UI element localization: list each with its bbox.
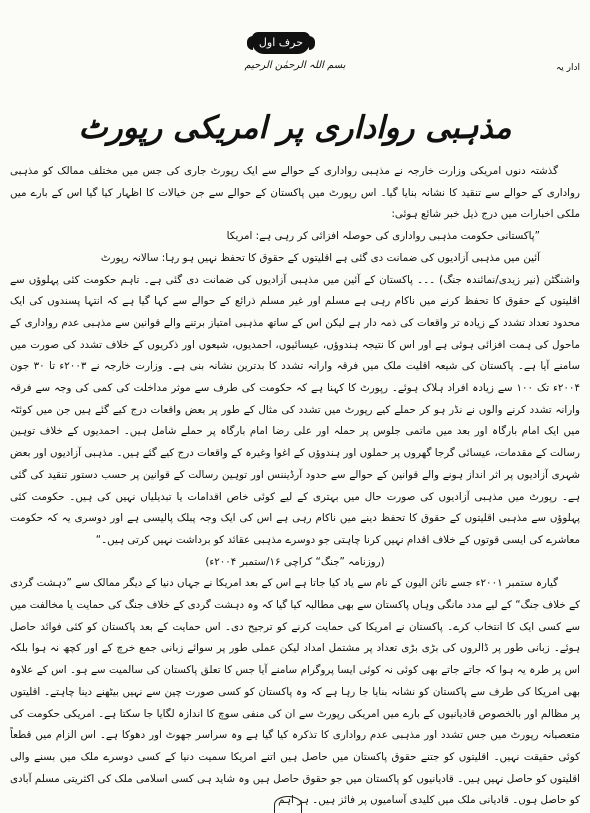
news-subheadline: آئین میں مذہبی آزادیوں کی ضمانت دی گئی ہے اقلیتوں کے حقوق کا تحفظ نہیں ہو رہا: سالانہ رپورٹ xyxy=(100,251,540,264)
bismillah-line: بسم اللہ الرحمٰن الرحیم xyxy=(244,60,346,71)
news-report-paragraph: واشنگٹن (نیر زیدی/نمائندہ جنگ) ۔۔۔ پاکستان کے آئین میں مذہبی آزادیوں کی ضمانت دی گئی ہے۔ تاہم حکومت کئی پہلوؤں سے اقلیتوں کے حقوق کا تحفظ کرنے میں ناکام رہی ہے مسلم اور غیر مسلم ذرائع کے حوالے سے کہا گیا ہے کہ انتہا پسندوں کی ایک محدود تعداد تشدد کے زیادہ تر واقعات کی ذمہ دار ہے لیکن اس کے ساتھ مذہبی امتیاز برتنے والے قوانین سے مذہبی عدم رواداری کے ماحول کی ہمت افزائی ہوئی ہے اور اس کا نتیجہ ہندوؤں، عیسائیوں، احمدیوں، شیعوں اور ذکریوں کے خلاف تشدد کی صورت میں سامنے آیا ہے۔ پاکستان کی شیعہ اقلیت ملک میں فرقہ وارانہ تشدد کا بدترین نشانہ بنی ہے۔ وزارت خارجہ نے ۲۰۰۳ء تا ۳۰ جون ۲۰۰۴ء تک ۱۰۰ سے زیادہ افراد ہلاک ہوئے۔ رپورٹ کا کہنا ہے کہ حکومت کی طرف سے موثر مداخلت کی کمی کی وجہ سے فرقہ وارانہ تشدد کرنے والوں نے نڈر ہو کر حملے کیے رپورٹ میں تشدد کی مثال کے طور پر بعض واقعات درج کیے گئے ہیں جن میں کوئٹہ میں ایک امام بارگاہ اور بعد میں ماتمی جلوس پر حملہ اور علی رضا امام بارگاہ پر حملے شامل ہیں۔ احمدیوں کے خلاف توہین رسالت کے مقدمات، عیسائی گرجا گھروں پر حملوں اور ہندوؤں کے اغوا وغیرہ کے واقعات درج کیے گئے ہیں۔ مذہبی آزادیوں اور بعض شہری آزادیوں پر اثر انداز ہونے والے قوانین کے حوالے سے حدود آرڈیننس اور توہین رسالت کے قوانین پر حسب دستور تنقید کی گئی ہے۔ رپورٹ میں مذہبی آزادیوں کی صورت حال میں بہتری کے لیے کوئی خاص اقدامات یا تبدیلیاں نہیں کی ہیں۔ حکومت کئی پہلوؤں سے مذہبی اقلیتوں کے حقوق کا تحفظ دینے میں ناکام رہی ہے اس کی ایک وجہ پبلک پالیسی ہے اور دوسری یہ کہ حکومت معاشرے کی ایسی قوتوں کے خلاف اقدام نہیں کرنا چاہتی جو دوسرے مذہبی عقائد کو برداشت نہیں کرتی ہیں۔“ xyxy=(10,273,580,546)
section-label: ادار یہ xyxy=(556,63,580,73)
intro-paragraph: گذشتہ دنوں امریکی وزارت خارجہ نے مذہبی رواداری کے حوالے سے ایک رپورٹ جاری کی جس میں مختلف ممالک کو مذہبی رواداری کے حوالے سے تنقید کا نشانہ بنایا گیا۔ اس رپورٹ میں پاکستان کے حوالے سے جن خیالات کا اظہار کیا گیا اس کے بارے میں ملکی اخبارات میں درج ذیل خبر شائع ہوئی: xyxy=(10,165,580,221)
editorial-badge: حرف اول xyxy=(252,32,310,54)
editorial-paragraph: گیارہ ستمبر ۲۰۰۱ء جسے نائن الیون کے نام سے یاد کیا جاتا ہے اس کے بعد امریکا نے جہاں دنیا کے دیگر ممالک سے ”دہشت گردی کے خلاف جنگ“ کے لیے مدد مانگی وہاں پاکستان سے بھی مطالبہ کیا گیا کہ وہ دہشت گردی کے خلاف جنگ کی حمایت یا مخالفت میں سے کسی ایک کا انتخاب کرے۔ پاکستان نے امریکا کی حمایت کرنے کو ترجیح دی۔ اس حمایت کے بعد پاکستان کو کئی فوائد حاصل ہوئے۔ زبانی طور پر ڈالروں کی بڑی بڑی تعداد پر مشتمل امداد لیکن عملی طور پر سوائے زبانی جمع خرچ کے اور کچھ نہ ہوا بلکہ اس پر طرہ یہ ہوا کہ جاتے جاتے بھی کوئی نہ کوئی ایسا پروگرام سامنے آیا جس کا تعلق پاکستان کی سالمیت سے ہو۔ اس کے علاوہ بھی امریکا کی طرف سے پاکستان کو نشانہ بنایا جا رہا ہے کہ وہ پاکستان کو کسی صورت چین سے نہیں بیٹھنے دینا چاہتے۔ اقلیتوں پر مظالم اور بالخصوص قادیانیوں کے بارے میں امریکی رپورٹ سے ان کی منفی سوچ کا اندازہ لگایا جا سکتا ہے۔ امریکی حکومت کی متعصبانہ رپورٹ میں جس تشدد اور مذہبی عدم رواداری کا تذکرہ کیا گیا ہے وہ سراسر جھوٹ اور دھوکا ہے۔ اس الزام میں قطعاً کوئی حقیقت نہیں۔ اقلیتوں کو جتنے حقوق پاکستان میں حاصل ہیں اتنے امریکا سمیت دنیا کے کسی دوسرے ملک میں بسنے والی اقلیتوں کو حاصل نہیں ہیں۔ قادیانیوں کو پاکستان میں جو حقوق حاصل ہیں وہ شاید ہی کسی اسلامی ملک کی اکثریتی مسلم آبادی کو حاصل ہوں۔ قادیانی ملک میں کلیدی آسامیوں پر فائز ہیں۔ ہر اہم xyxy=(10,577,580,807)
page-number-ornament xyxy=(274,796,302,813)
article-title: مذہبی رواداری پر امریکی رپورٹ xyxy=(78,110,512,146)
article-body xyxy=(10,161,580,807)
news-headline: ”پاکستانی حکومت مذہبی رواداری کی حوصلہ افزائی کر رہی ہے: امریکا xyxy=(226,230,540,243)
news-source-citation: (روزنامہ ”جنگ“ کراچی ۱۶/ستمبر ۲۰۰۴ء) xyxy=(205,555,385,568)
